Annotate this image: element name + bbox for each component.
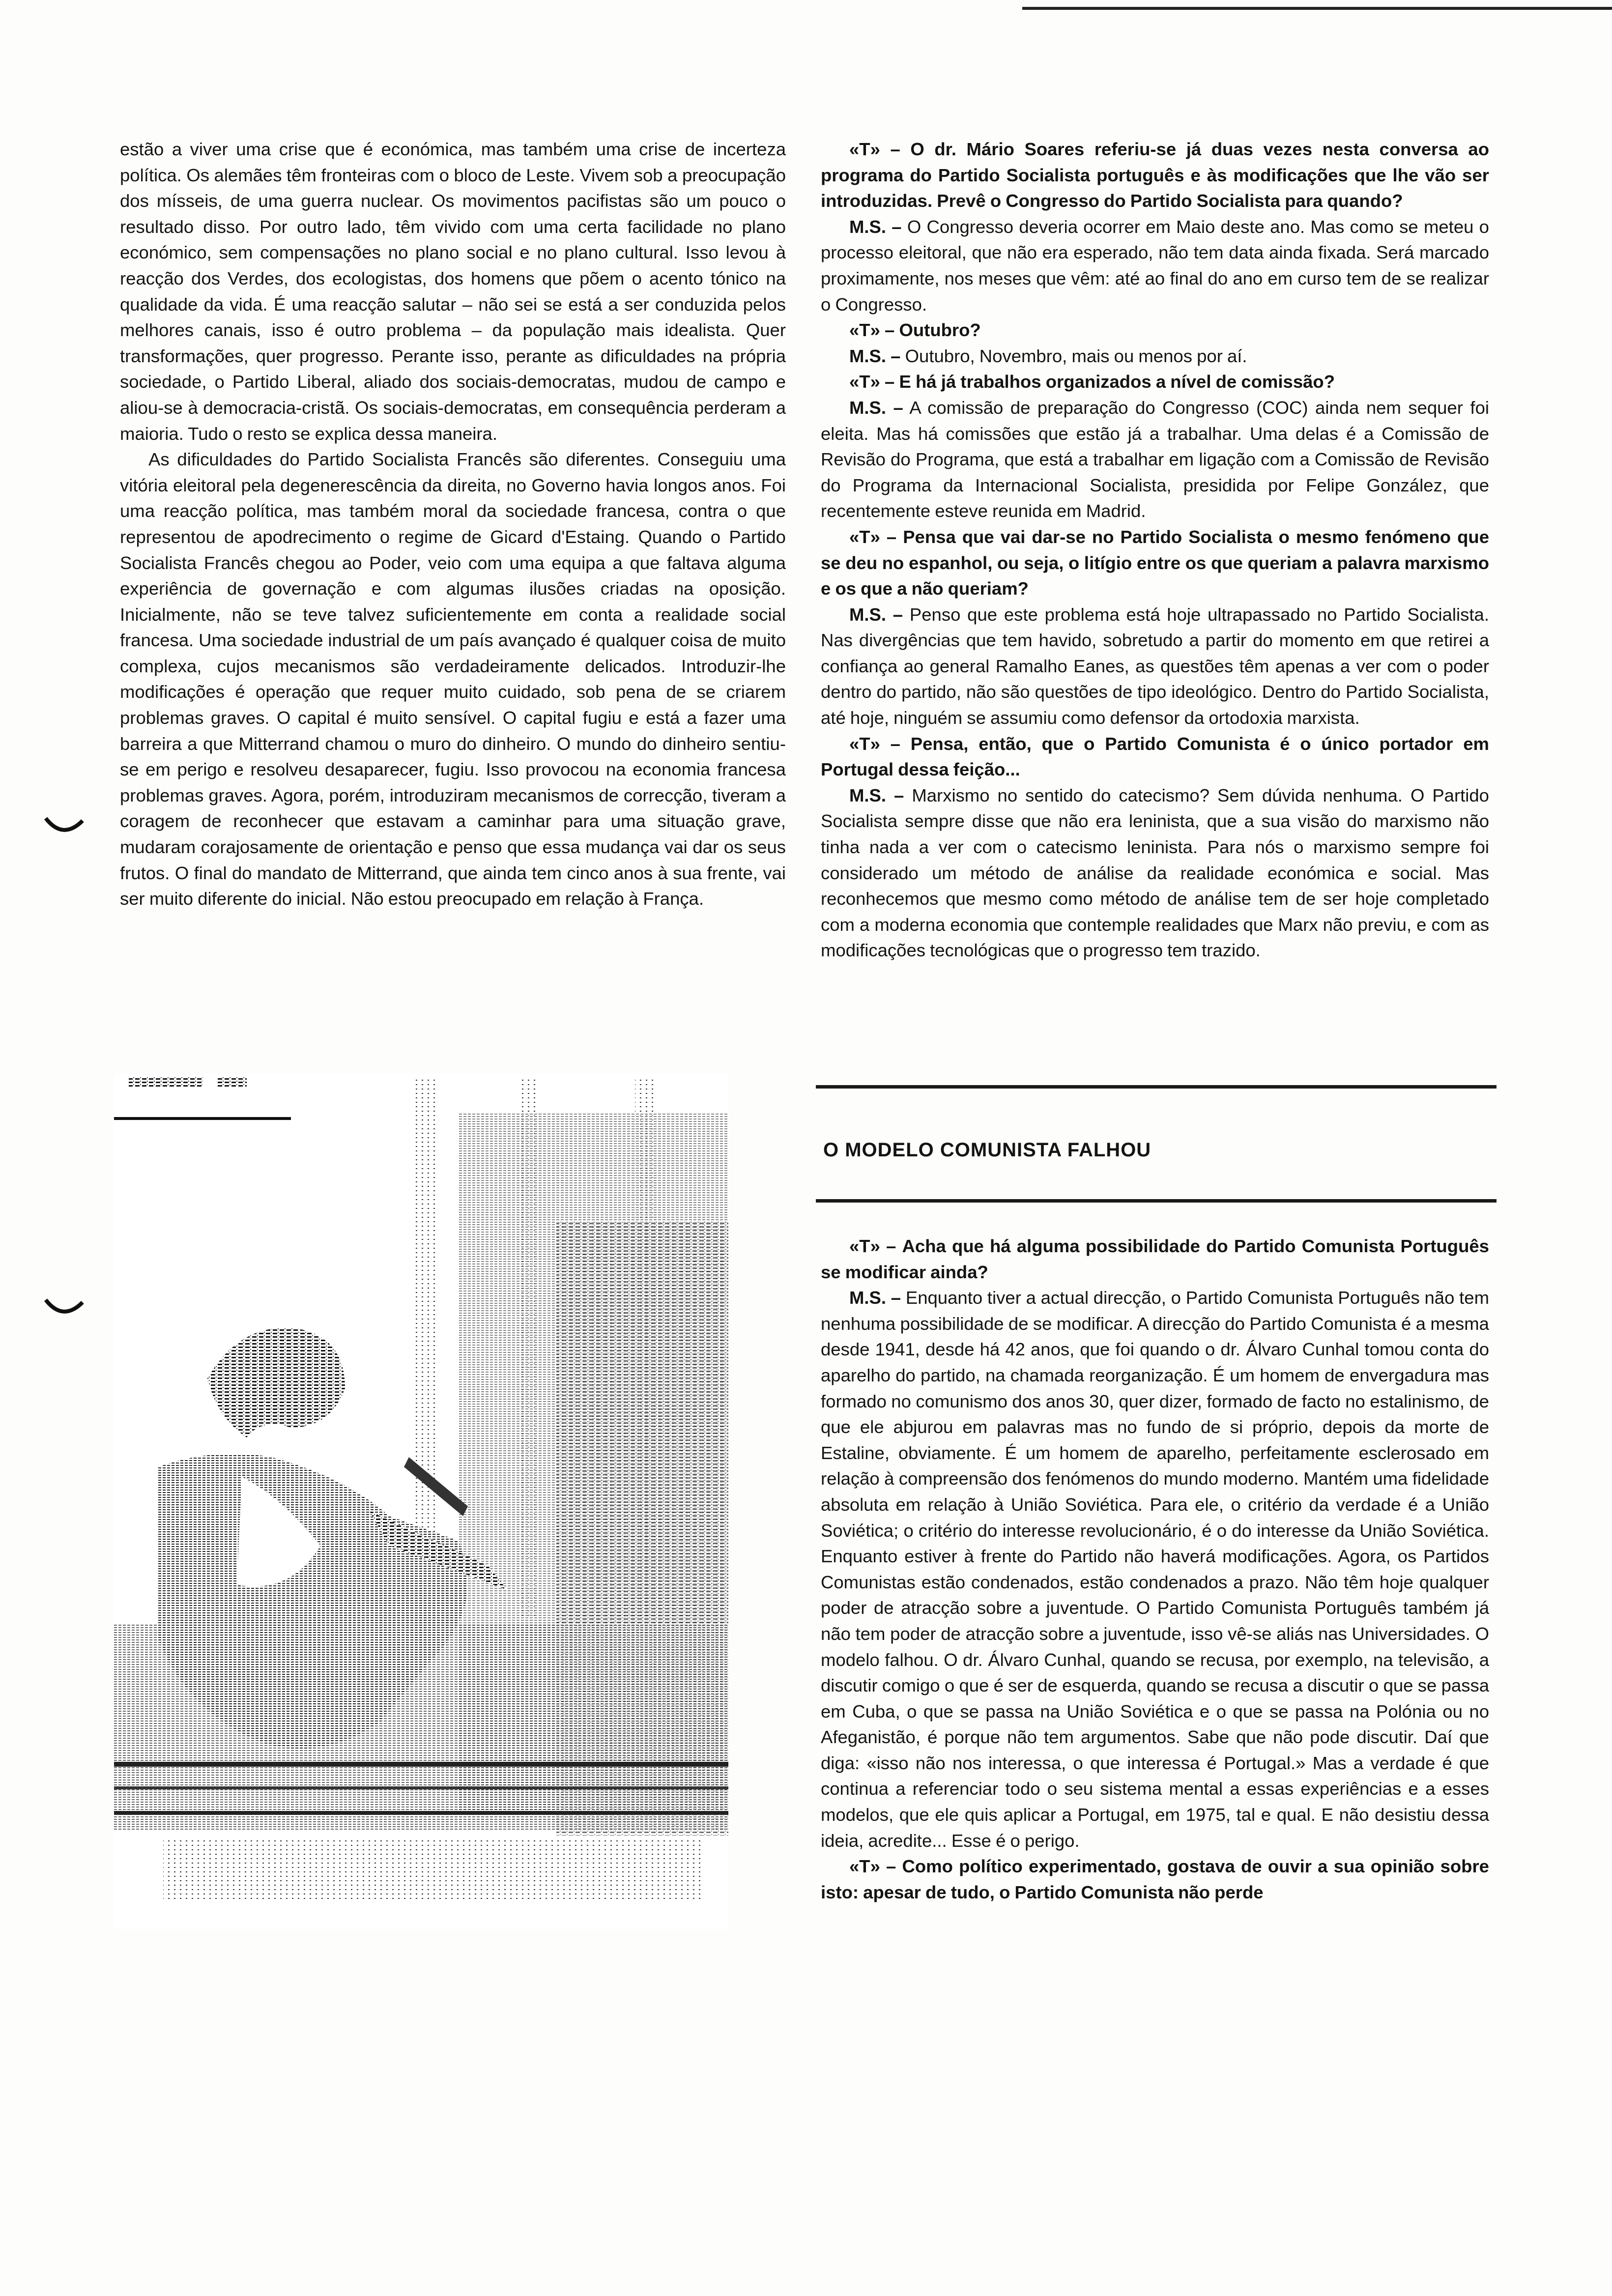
halftone-photo [114, 1074, 728, 1929]
interviewee-answer [821, 395, 1489, 524]
paragraph: estão a viver uma crise que é económica, mas também uma crise de incerteza política. Os alemães têm fronteiras com o bloco de Leste. Vivem sob a preocupação dos mísseis, de uma guerra nuclear. Os movimentos pacifistas são um pouco o resultado disso. Por outro lado, têm vivido com uma certa facilidade no plano económico, sem compensações no plano social e no plano cultural. Isso levou à reacção dos Verdes, dos ecologistas, dos homens que põem o acento tónico na qualidade da vida. É uma reacção salutar – não sei se está a ser conduzida pelos melhores canais, isso é outro problema – da população mais idealista. Quer transformações, quer progresso. Perante isso, perante as dificuldades na própria sociedade, o Partido Liberal, aliado dos sociais-democratas, mudou de campo e aliou-se à democracia-cristã. Os sociais-democratas, em consequência perderam a maioria. Tudo o resto se explica dessa maneira. [120, 139, 786, 444]
punch-mark [43, 816, 87, 845]
interviewer-question [821, 1854, 1489, 1905]
speaker-tag: «T» – [849, 526, 897, 547]
paragraph: As dificuldades do Partido Socialista Francês são diferentes. Conseguiu uma vitória eleitoral pela degenerescência da direita, no Governo havia longos anos. Foi uma reacção política, mas também moral da sociedade francesa, contra o que representou de apodrecimento o regime de Gicard d'Estaing. Quando o Partido Socialista Francês chegou ao Poder, veio com uma equipa a que faltava alguma experiência de governação e com algumas ilusões criadas na oposição. Inicialmente, não se teve talvez suficientemente em conta a realidade social francesa. Uma sociedade industrial de um país avançado é qualquer coisa de muito complexa, cujos mecanismos são verdadeiramente delicados. Introduzir-lhe modificações é operação que requer muito cuidado, sob pena de se criarem problemas graves. O capital é muito sensível. O capital fugiu e está a fazer uma barreira a que Mitterrand chamou o muro do dinheiro. O mundo do dinheiro sentiu-se em perigo e resolveu desaparecer, fugiu. Isso provocou na economia francesa problemas graves. Agora, porém, introduziram mecanismos de correcção, tiveram a coragem de reconhecer que estavam a caminhar para uma situação grave, mudaram corajosamente de orientação e penso que essa mudança vai dar os seus frutos. O final do mandato de Mitterrand, que ainda tem cinco anos à sua frente, vai ser muito diferente do inicial. Não estou preocupado em relação à França. [120, 449, 786, 909]
speech-text: Marxismo no sentido do catecismo? Sem dúvida nenhuma. O Partido Socialista sempre disse que não era leninista, que a sua visão do marxismo não tinha nada a ver com o catecismo leninista. Para nós o marxismo sempre foi considerado um método de análise da realidade económica e social. Mas reconhecemos que mesmo como método de análise tem de ser hoje completado com a moderna economia que contemple realidades que Marx não previu, e com as modificações tecnológicas que o progresso tem trazido. [821, 785, 1489, 961]
speech-text: O Congresso deveria ocorrer em Maio deste ano. Mas como se meteu o processo eleitoral, que não era esperado, não tem data ainda fixada. Será marcado proximamente, nos meses que vêm: até ao final do ano em curso tem de se realizar o Congresso. [821, 216, 1489, 315]
speech-text: Pensa que vai dar-se no Partido Socialista o mesmo fenómeno que se deu no espanhol, ou seja, o litígio entre os que queriam a palavra marxismo e os que a não queriam? [821, 526, 1489, 599]
interviewee-answer [821, 783, 1489, 964]
speech-text: Outubro, Novembro, mais ou menos por aí. [905, 345, 1247, 366]
speaker-tag: M.S. – [849, 1288, 901, 1308]
interviewer-question [821, 1234, 1489, 1285]
speech-text: Acha que há alguma possibilidade do Partido Comunista Português se modificar ainda? [821, 1236, 1489, 1282]
speaker-tag: «T» – [849, 733, 900, 754]
section-heading: O MODELO COMUNISTA FALHOU [823, 1139, 1151, 1161]
speaker-tag: M.S. – [849, 604, 903, 625]
speech-text: Como político experimentado, gostava de ouvir a sua opinião sobre isto: apesar de tudo, o Partido Comunista não perde [821, 1856, 1489, 1902]
speaker-tag: M.S. – [849, 345, 901, 366]
right-column-bottom [821, 1234, 1489, 1905]
speaker-tag: «T» – [849, 320, 895, 341]
interviewee-answer [821, 344, 1489, 370]
speaker-tag: M.S. – [849, 216, 902, 237]
speaker-tag: M.S. – [849, 785, 904, 805]
interviewer-question [821, 369, 1489, 395]
interviewer-question [821, 317, 1489, 344]
top-rule [1022, 7, 1612, 10]
speech-text: E há já trabalhos organizados a nível de comissão? [899, 372, 1335, 392]
right-column-top [821, 137, 1489, 964]
speaker-tag: «T» – [849, 1236, 896, 1256]
speaker-tag: M.S. – [849, 397, 903, 418]
speech-text: Pensa, então, que o Partido Comunista é o único portador em Portugal dessa feição... [821, 733, 1489, 780]
interviewee-answer [821, 602, 1489, 731]
interviewee-answer [821, 214, 1489, 317]
interviewer-question [821, 524, 1489, 602]
punch-mark [43, 1297, 87, 1327]
speaker-tag: «T» – [849, 139, 900, 159]
left-column [120, 137, 786, 912]
interviewer-question [821, 731, 1489, 783]
interviewer-question [821, 137, 1489, 214]
section-divider-top [816, 1085, 1497, 1089]
interviewee-answer [821, 1285, 1489, 1854]
section-divider-bottom [816, 1199, 1497, 1203]
speech-text: O dr. Mário Soares referiu-se já duas vezes nesta conversa ao programa do Partido Socialista português e às modificações que lhe vão ser introduzidas. Prevê o Congresso do Partido Socialista para quando? [821, 139, 1489, 211]
speech-text: A comissão de preparação do Congresso (COC) ainda nem sequer foi eleita. Mas há comissões que estão já a trabalhar. Uma delas é a Comissão de Revisão do Programa, que está a trabalhar em ligação com a Comissão de Revisão do Programa da Internacional Socialista, presidida por Felipe González, que recentemente esteve reunida em Madrid. [821, 397, 1489, 521]
speaker-tag: «T» – [849, 1856, 896, 1877]
speech-text: Penso que este problema está hoje ultrapassado no Partido Socialista. Nas divergências que tem havido, sobretudo a partir do momento em que retirei a confiança ao general Ramalho Eanes, as questões têm apenas a ver com o poder dentro do partido, não são questões de tipo ideológico. Dentro do Partido Socialista, até hoje, ninguém se assumiu como defensor da ortodoxia marxista. [821, 604, 1489, 728]
speech-text: Enquanto tiver a actual direcção, o Partido Comunista Português não tem nenhuma possibilidade de se modificar. A direcção do Partido Comunista é a mesma desde 1941, desde há 42 anos, que foi quando o dr. Álvaro Cunhal tomou conta do aparelho do partido, na chamada reorganização. É um homem de envergadura mas formado no comunismo dos anos 30, quer dizer, formado de facto no estalinismo, de que ele abjurou em palavras mas no fundo de si próprio, depois da morte de Estaline, obviamente. É um homem de aparelho, perfeitamente esclerosado em relação à compreensão dos fenómenos do mundo moderno. Mantém uma fidelidade absoluta em relação à União Soviética. Para ele, o critério da verdade é a União Soviética; o critério do interesse revolucionário, é o do interesse da União Soviética. Enquanto estiver à frente do Partido não haverá modificações. Agora, os Partidos Comunistas estão condenados, estão condenados a prazo. Não têm hoje qualquer poder de atracção sobre a juventude. O Partido Comunista Português também já não tem poder de atracção sobre a juventude, isso vê-se aliás nas Universidades. O modelo falhou. O dr. Álvaro Cunhal, quando se recusa, por exemplo, na televisão, a discutir comigo o que é ser de esquerda, quando se recusa a discutir o que se passa em Cuba, o que se passa na União Soviética e o que se passa na Polónia ou no Afeganistão, é porque não tem argumentos. Sabe que não pode discutir. Daí que diga: «isso não nos interessa, o que interessa é Portugal.» Mas a verdade é que continua a referenciar todo o seu sistema mental a essas experiências e a esses modelos, que ele quis aplicar a Portugal, em 1975, tal e qual. E não desistiu dessa ideia, acredite... Esse é o perigo. [821, 1288, 1489, 1851]
speech-text: Outubro? [899, 320, 981, 341]
speaker-tag: «T» – [849, 372, 895, 392]
